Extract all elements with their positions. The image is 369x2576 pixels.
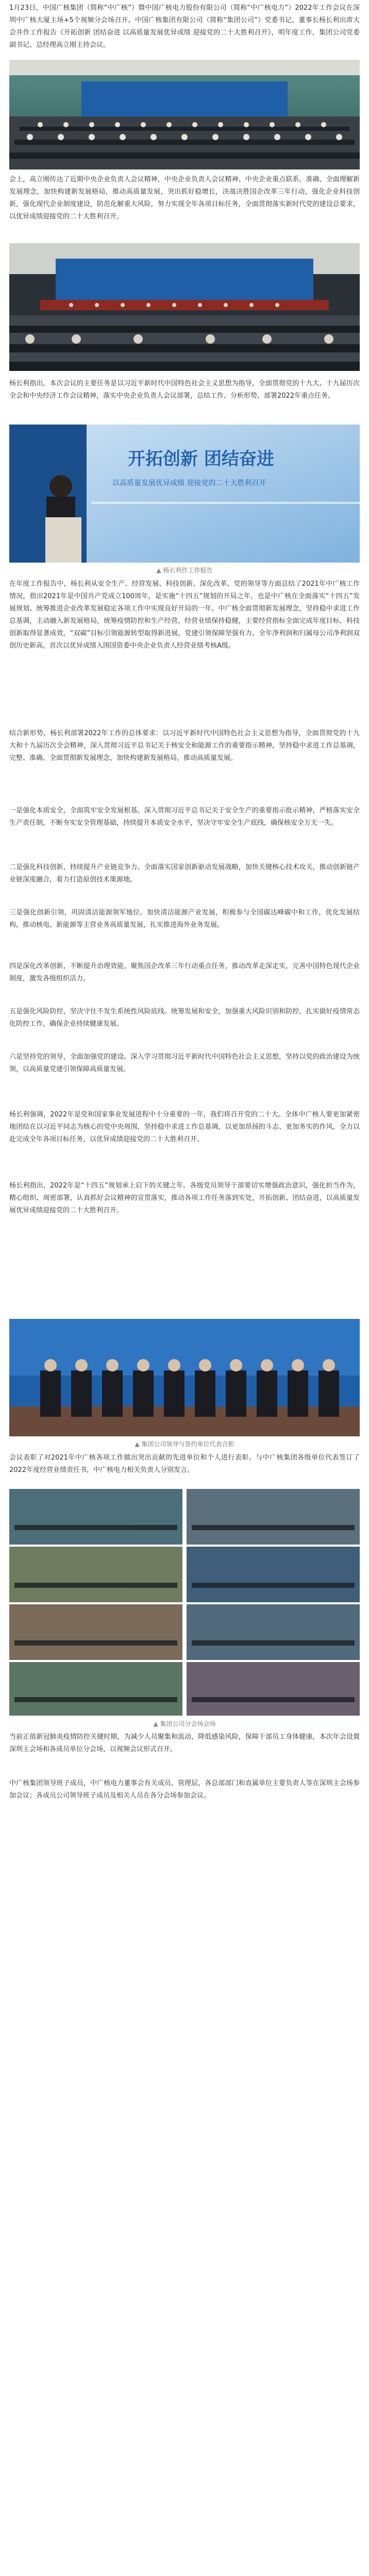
photo-main-venue <box>9 60 360 170</box>
banner-line2: 以高质量发展优异成绩 迎接党的二十大胜利召开 <box>112 479 266 487</box>
paragraph-attendees: 中广核集团领导班子成员，中广核电力董事会有关成员、管理层，各总部部门和直属单位主要负责人等在深圳主会场参加会议；各成员公司领导班子成员及相关人员在各分会场参加会议。 <box>9 1780 360 1800</box>
photo-hall-stage <box>9 243 360 371</box>
paragraph-emphasis: 杨长利强调，2022年是党和国家事业发展进程中十分重要的一年，我们将召开党的二十大。全体中广核人要更加紧密地团结在以习近平同志为核心的党中央周围，坚持稳中求进工作总基调，以更加昂扬的斗志、更加务实的作风，全力以赴完成全年各项目标任务，以优异成绩迎接党的二十大胜利召开。 <box>9 1111 360 1143</box>
paragraph-task-4: 四是深化改革创新，不断提升治理效能。聚焦国企改革三年行动重点任务，推动改革走深走实，完善中国特色现代企业制度，激发各级组织活力。 <box>9 962 360 982</box>
banner-line1: 开拓创新 团结奋进 <box>128 449 274 469</box>
paragraph-task-6: 六是坚持党的领导，全面加强党的建设。深入学习贯彻习近平新时代中国特色社会主义思想，坚持以党的政治建设为统领，以高质量党建引领保障高质量发展。 <box>9 1053 360 1073</box>
paragraph-task-3: 三是强化创新引领，巩固清洁能源领军地位。加快清洁能源产业发展，积极参与全国碳达峰碳中和工作，优化发展结构，推动核电、新能源等主营业务高质量发展，扎实推进海外业务发展。 <box>9 909 360 929</box>
paragraph-task-1: 一是强化本质安全，全面筑牢安全发展根基。深入贯彻习近平总书记关于安全生产的重要指示批示精神，严格落实安全生产责任制，不断夯实安全管理基础，持续提升本质安全水平，坚决守牢安全生产底线，确保核安全万无一失。 <box>9 807 360 827</box>
paragraph-conclusion: 杨长利指出，2022年是“十四五”规划承上启下的关键之年。各级党员领导干部要切实增强政治意识，强化担当作为，精心组织、周密部署，认真抓好会议精神的宣贯落实，推动各项工作任务落到实处，开拓创新、团结奋进，以高质量发展优异成绩迎接党的二十大胜利召开。 <box>9 1182 360 1214</box>
photo-group-signing <box>9 1319 360 1436</box>
photo-branch-venues-grid <box>9 1489 360 1716</box>
caption-speaker: ▲ 杨长利作工作报告 <box>9 566 360 575</box>
paragraph-covid: 当前正值新冠肺炎疫情防控关键时期，为减少人员聚集和流动，降低感染风险，保障干部员工身体健康，本次年会设置深圳主会场和各成员单位分会场，以视频会议形式召开。 <box>9 1733 360 1753</box>
paragraph-task-2: 二是强化科技创新，持续提升产业链竞争力。全面落实国家创新驱动发展战略，加快关键核心技术攻关，推动创新链产业链深度融合，着力打造原创技术策源地。 <box>9 863 360 884</box>
paragraph-task-5: 五是强化风险防控，坚决守住不发生系统性风险底线。统筹发展和安全，加强重大风险识别和防控，扎实做好疫情常态化防控工作，确保企业持续健康发展。 <box>9 1008 360 1028</box>
caption-branch: ▲ 集团公司分会场会场 <box>9 1719 360 1728</box>
caption-group: ▲ 集团公司领导与签约单位代表合影 <box>9 1439 360 1449</box>
paragraph-commendation: 会议表彰了对2021年中广核各项工作做出突出贡献的先进单位和个人进行表彰。与中广核集团各级单位代表签订了2022年度经营业绩责任书，中广核电力相关负责人分别发言。 <box>9 1454 360 1474</box>
photo-speaker <box>9 425 360 563</box>
paragraph-requirements: 结合新形势，杨长利部署2022年工作的总体要求：以习近平新时代中国特色社会主义思想为指导，全面贯彻党的十九大和十九届历次全会精神，深入贯彻习近平总书记关于核安全和能源工作的重要指示精神，坚持稳中求进工作总基调，完整、准确、全面贯彻新发展理念，加快构建新发展格局，推动高质量发展。 <box>9 730 360 762</box>
paragraph-intro: 1月23日，中国广核集团（简称“中广核”）暨中国广核电力股份有限公司（简称“中广核电力”）2022年工作会议在深圳中广核大厦主场+5个视频分会场召开。中国广核集团有限公司（简称“集团公司”）党委书记、董事长杨长利出席大会并作工作报告《开拓创新 团结奋进 以高质量发展优异成绩 迎接党的二十大胜利召开》，明年度工作，集团公司党委副书记、总经理高立刚主持会议。 <box>9 4 360 49</box>
paragraph-conference: 会上，高立刚传达了近期中央企业负责人会议精神，中央企业负责人会议精神、中央企业重点联系，准确、全面理解新发展理念，加快构建新发展格局，推动高质量发展，突出抓好稳增长，决战决胜国企改革三年行动，强化企业科技创新，强化现代企业制度建设，防范化解重大风险，努力实现全年各项目标任务，全面贯彻落实新时代党的建设总要求，以优异成绩迎接党的二十大胜利召开。 <box>9 176 360 221</box>
paragraph-report: 在年度工作报告中，杨长利从安全生产、经营发展、科技创新、深化改革、党的领导等方面总结了2021年中广核工作情况，指出2021年是中国共产党成立100周年，是实施“十四五”规划的开局之年，也是中广核在全面落实“十四五”发展规划、统筹推进企业改革发展稳定各项工作中实现良好开局的一年。中广核全面贯彻新发展理念，坚持稳中求进工作总基调，主动融入新发展格局，统筹疫情防控和生产经营，经营业绩保持稳健，主要经营指标全面完成年度目标，科技创新取得显著成效，“双碳”目标引领能源转型取得新进展，党建引领保障坚强有力。全年净利润和归属母公司净利润双创历史新高，首次以优异成绩入围国资委中央企业负责人经营业绩考核A级。 <box>9 580 360 650</box>
paragraph-task: 杨长利指出，本次会议的主要任务是以习近平新时代中国特色社会主义思想为指导，全面贯彻党的十九大、十九届历次全会和中央经济工作会议精神，落实中央企业负责人会议部署，总结工作、分析形势，部署2022年重点任务。 <box>9 380 360 400</box>
